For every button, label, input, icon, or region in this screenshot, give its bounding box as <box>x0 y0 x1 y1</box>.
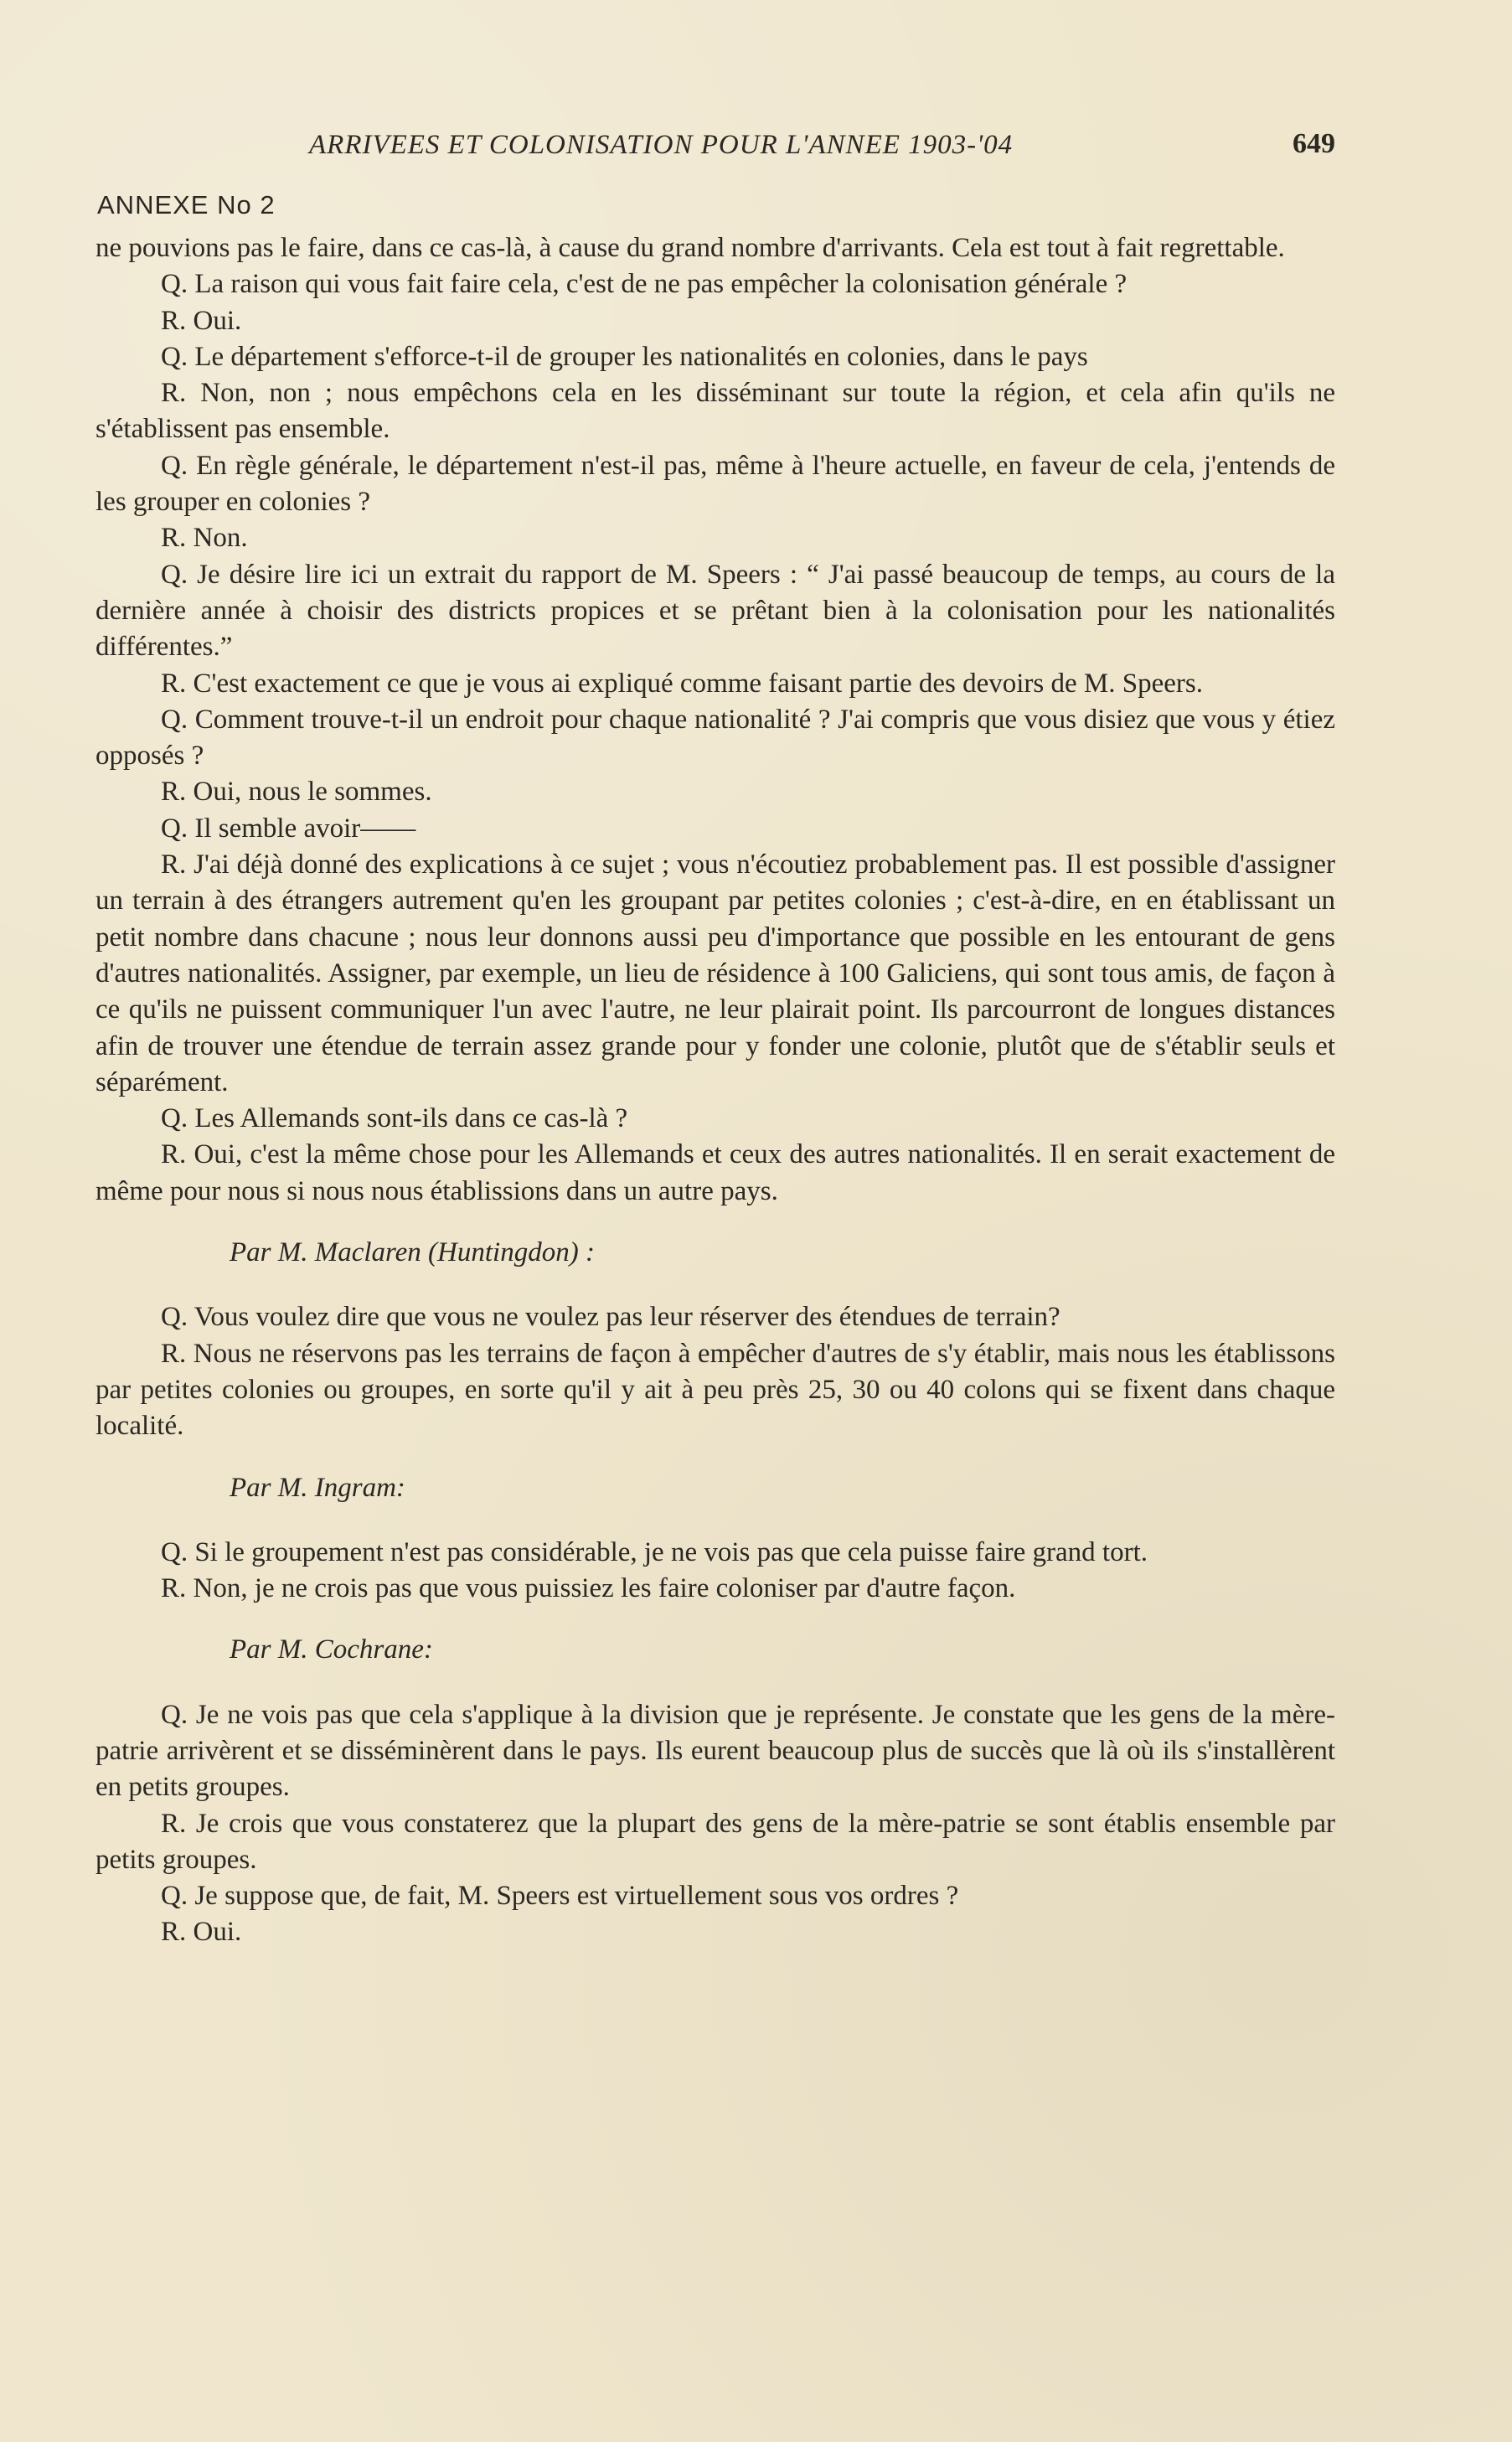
testimony-paragraph: Q. Si le groupement n'est pas considérable, je ne vois pas que cela puisse faire grand tort. <box>161 1536 1148 1567</box>
annex-label: ANNEXE No 2 <box>97 190 276 219</box>
testimony-paragraph: R. J'ai déjà donné des explications à ce sujet ; vous n'écoutiez probablement pas. Il est possible d'assigner un terrain à des étrangers autrement qu'en les groupant par petites colonies ; c'est-à-dire, en en établissant un petit nombre dans chacune ; nous leur donnons aussi peu d'importance que possible en les entourant de gens d'autres nationalités. Assigner, par exemple, un lieu de résidence à 100 Galiciens, qui sont tous amis, de façon à ce qu'ils ne puissent communiquer l'un avec l'autre, ne leur plairait point. Ils parcourront de longues distances afin de trouver une étendue de terrain assez grande pour y fonder une colonie, plutôt que de s'établir seuls et séparément. <box>95 849 1335 1097</box>
testimony-paragraph: R. Je crois que vous constaterez que la plupart des gens de la mère-patrie se sont établis ensemble par petits groupes. <box>95 1808 1335 1875</box>
speaker-heading: Par M. Maclaren (Huntingdon) : <box>230 1237 595 1268</box>
testimony-paragraph: R. Non. <box>161 523 248 554</box>
running-title: ARRIVEES ET COLONISATION POUR L'ANNEE 1903-'04 <box>309 130 1014 160</box>
testimony-paragraph: Q. Le département s'efforce-t-il de grouper les nationalités en colonies, dans le pays <box>161 341 1088 372</box>
running-header <box>95 121 1335 168</box>
testimony-paragraph: Q. Je ne vois pas que cela s'applique à la division que je représente. Je constate que les gens de la mère-patrie arrivèrent et se disséminèrent dans le pays. Ils eurent beaucoup plus de succès que là où ils s'installèrent en petits groupes. <box>95 1699 1335 1803</box>
testimony-paragraph: Q. Comment trouve-t-il un endroit pour chaque nationalité ? J'ai compris que vous disiez que vous y étiez opposés ? <box>95 704 1335 772</box>
testimony-paragraph: R. C'est exactement ce que je vous ai expliqué comme faisant partie des devoirs de M. Speers. <box>161 668 1203 699</box>
testimony-paragraph: R. Non, non ; nous empêchons cela en les disséminant sur toute la région, et cela afin qu'ils ne s'établissent pas ensemble. <box>95 378 1335 445</box>
document-body <box>95 230 1335 1951</box>
testimony-paragraph: R. Oui. <box>161 1917 242 1948</box>
testimony-paragraph: R. Oui. <box>161 305 242 336</box>
testimony-paragraph: Q. Les Allemands sont-ils dans ce cas-là ? <box>161 1103 628 1134</box>
testimony-paragraph: Q. En règle générale, le département n'est-il pas, même à l'heure actuelle, en faveur de cela, j'entends de les grouper en colonies ? <box>95 450 1335 518</box>
testimony-paragraph: Q. Vous voulez dire que vous ne voulez pas leur réserver des étendues de terrain? <box>161 1302 1060 1333</box>
speaker-heading: Par M. Cochrane: <box>230 1634 433 1665</box>
testimony-paragraph: R. Nous ne réservons pas les terrains de façon à empêcher d'autres de s'y établir, mais nous les établissons par petites colonies ou groupes, en sorte qu'il y ait à peu près 25, 30 ou 40 colons qui se fixent dans chaque localité. <box>95 1338 1335 1442</box>
testimony-paragraph: Q. Je désire lire ici un extrait du rapport de M. Speers : “ J'ai passé beaucoup de temps, au cours de la dernière année à choisir des districts propices et se prêtant bien à la colonisation pour les nationalités différentes.” <box>95 559 1335 663</box>
testimony-paragraph: Q. Je suppose que, de fait, M. Speers est virtuellement sous vos ordres ? <box>161 1881 959 1912</box>
testimony-paragraph: Q. La raison qui vous fait faire cela, c'est de ne pas empêcher la colonisation générale ? <box>161 269 1128 300</box>
testimony-paragraph: R. Oui, c'est la même chose pour les Allemands et ceux des autres nationalités. Il en serait exactement de même pour nous si nous nous établissions dans un autre pays. <box>95 1139 1335 1206</box>
testimony-paragraph: Q. Il semble avoir—— <box>161 813 416 844</box>
page-number: 649 <box>1293 128 1335 159</box>
speaker-heading: Par M. Ingram: <box>230 1472 405 1503</box>
testimony-paragraph: ne pouvions pas le faire, dans ce cas-là, à cause du grand nombre d'arrivants. Cela est tout à fait regrettable. <box>95 233 1285 263</box>
testimony-paragraph: R. Oui, nous le sommes. <box>161 777 432 808</box>
testimony-paragraph: R. Non, je ne crois pas que vous puissiez les faire coloniser par d'autre façon. <box>161 1573 1016 1604</box>
